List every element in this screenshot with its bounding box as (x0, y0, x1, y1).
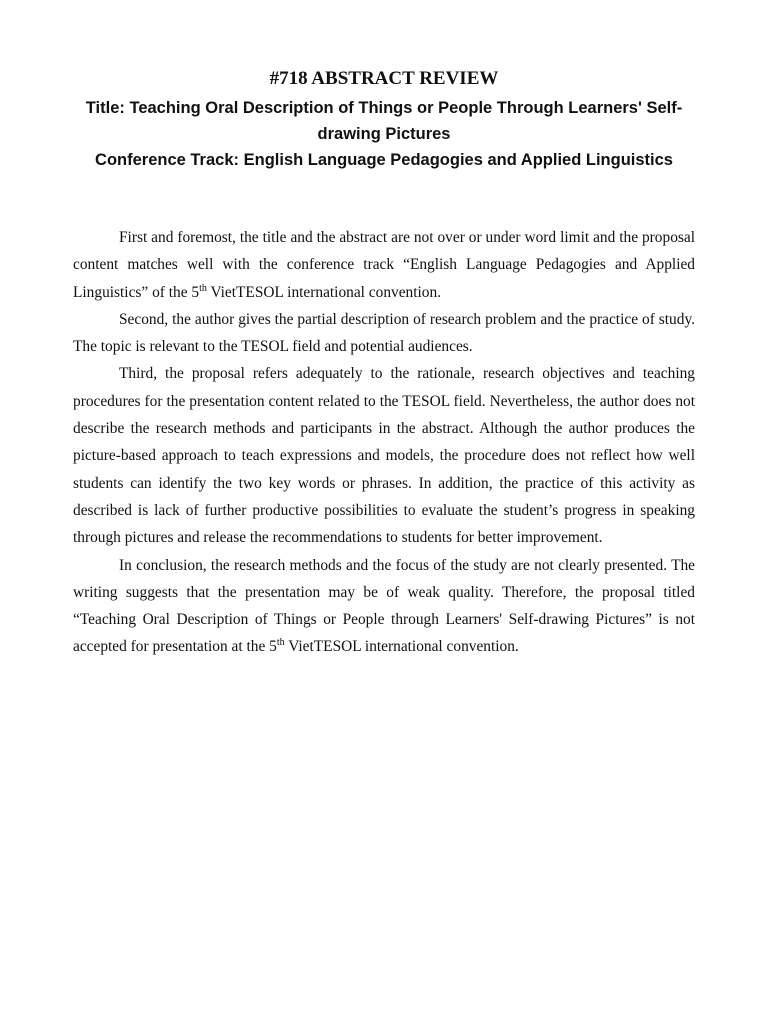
ordinal-suffix: th (276, 637, 285, 649)
title-label: Title: (85, 99, 125, 117)
paragraph-text: VietTESOL international convention. (284, 638, 519, 656)
ordinal-suffix: th (199, 282, 207, 294)
proposal-heading (70, 95, 698, 173)
proposal-title: Teaching Oral Description of Things or People Through Learners' Self-drawing Pictures (129, 99, 683, 143)
paragraph-word-limit (73, 224, 695, 306)
paragraph-research-problem: Second, the author gives the partial description of research problem and the practice of study. The topic is relevant to the TESOL field and potential audiences. (73, 310, 695, 356)
review-body (73, 224, 695, 661)
track-label: Conference Track: (95, 151, 240, 169)
conference-track: English Language Pedagogies and Applied Linguistics (243, 151, 673, 169)
paragraph-conclusion (73, 552, 695, 661)
paragraph-text: In conclusion, the research methods and the focus of the study are not clearly presented. The writing suggests that the presentation may be of weak quality. Therefore, the proposal titled “Teaching Oral Description of Things or People through Learners' Self-drawing Pictures” is not accepted for presentation at the 5 (73, 556, 695, 656)
review-title: #718 ABSTRACT REVIEW (269, 68, 499, 89)
paragraph-text: First and foremost, the title and the abstract are not over or under word limit and the proposal content matches well with the conference track “English Language Pedagogies and Applied Linguistics” of the 5 (73, 229, 695, 301)
conference-track-line (70, 147, 698, 173)
paragraph-text: VietTESOL international convention. (206, 283, 442, 301)
paragraph-methods-critique: Third, the proposal refers adequately to the rationale, research objectives and teaching procedures for the presentation content related to the TESOL field. Nevertheless, the author does not describe the research methods and participants in the abstract. Although the author produces the picture-based approach to teach expressions and models, the procedure does not reflect how well students can identify the two key words or phrases. In addition, the practice of this activity as described is lack of further productive possibilities to evaluate the student’s progress in speaking through pictures and release the recommendations to students for better improvement. (73, 365, 695, 547)
proposal-title-line (70, 95, 698, 147)
